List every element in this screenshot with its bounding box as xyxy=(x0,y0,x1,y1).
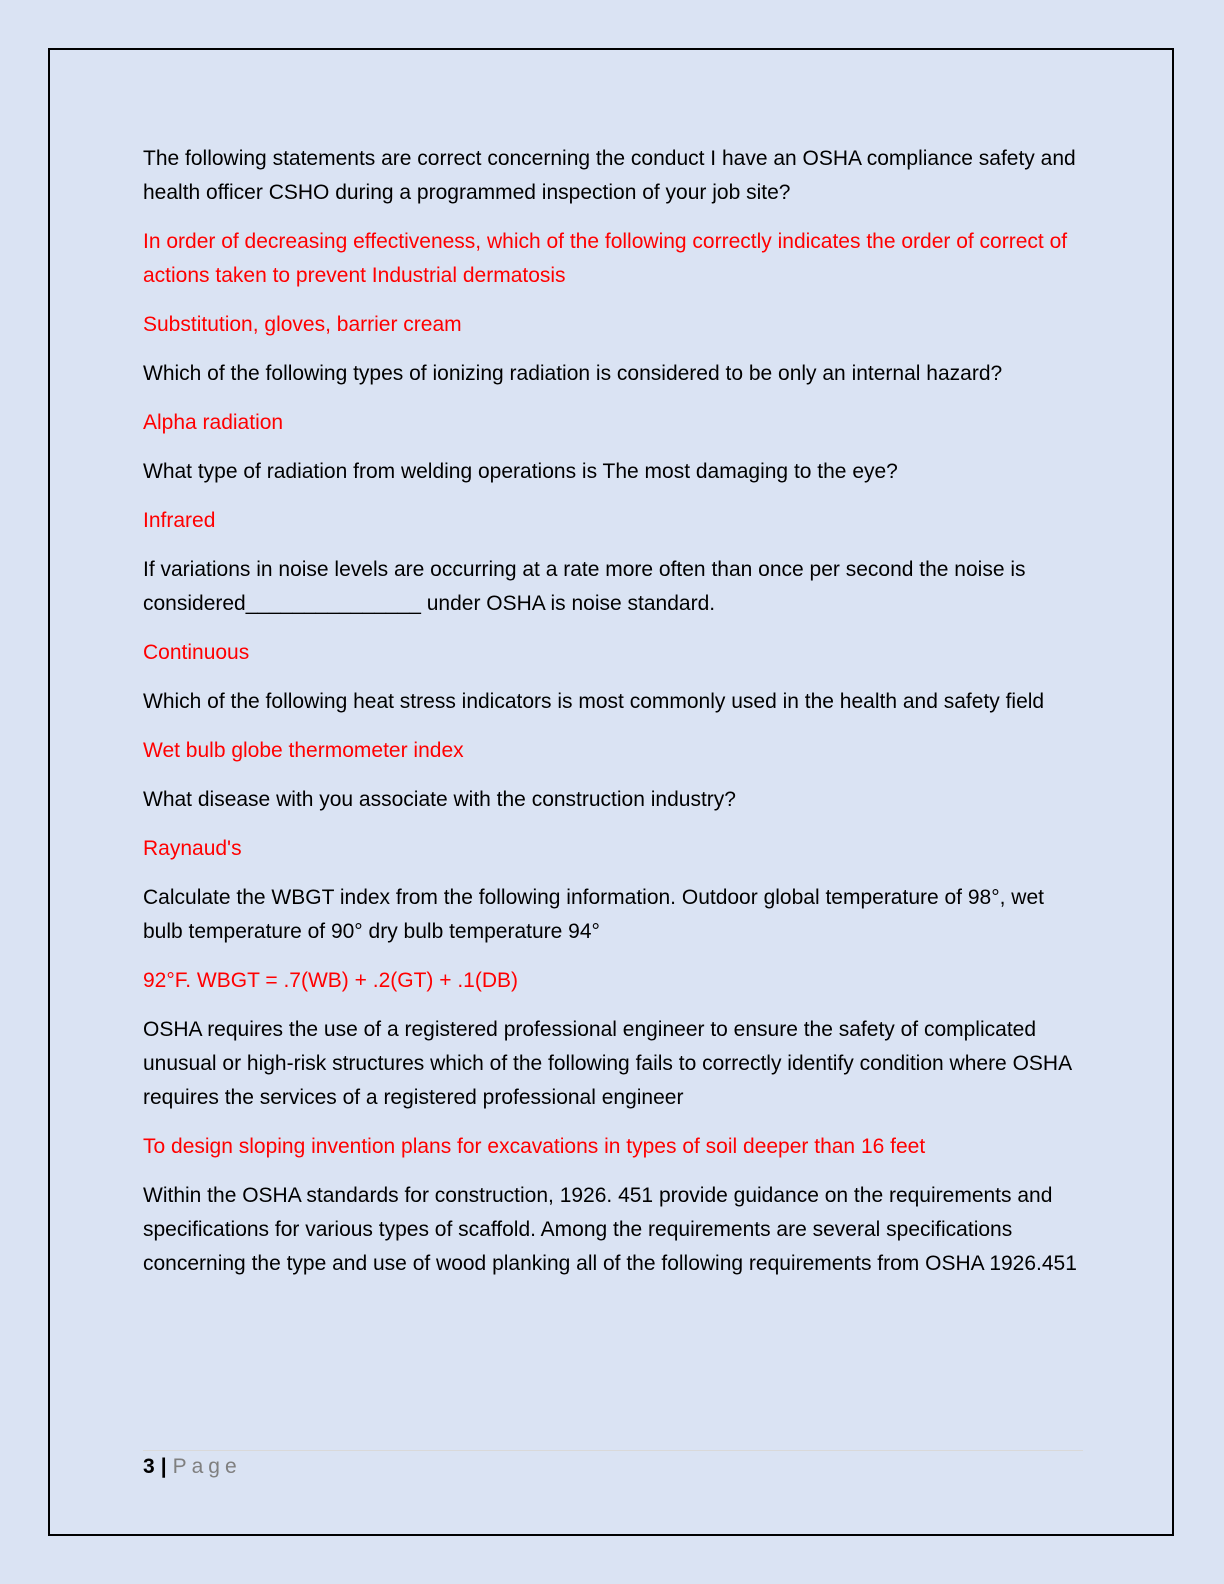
answer-paragraph: Raynaud's xyxy=(143,837,242,860)
answer-paragraph: Wet bulb globe thermometer index xyxy=(143,739,464,762)
answer-paragraph: 92°F. WBGT = .7(WB) + .2(GT) + .1(DB) xyxy=(143,969,518,992)
answer-paragraph: To design sloping invention plans for excavations in types of soil deeper than 16 feet xyxy=(143,1135,926,1158)
answer-paragraph: Infrared xyxy=(143,509,216,532)
answer-paragraph: In order of decreasing effectiveness, which of the following correctly indicates the order of correct of actions taken to prevent Industrial dermatosis xyxy=(143,230,1068,287)
page-label: Page xyxy=(172,1455,242,1478)
question-paragraph: If variations in noise levels are occurring at a rate more often than once per second the noise is considered_______________ under OSHA is noise standard. xyxy=(143,558,1026,615)
footer-divider xyxy=(143,1450,1083,1451)
question-paragraph: What type of radiation from welding operations is The most damaging to the eye? xyxy=(143,460,898,483)
answer-paragraph: Alpha radiation xyxy=(143,411,284,434)
answer-paragraph: Substitution, gloves, barrier cream xyxy=(143,313,462,336)
question-paragraph: Which of the following types of ionizing radiation is considered to be only an internal hazard? xyxy=(143,362,1003,385)
question-paragraph: Which of the following heat stress indicators is most commonly used in the health and safety field xyxy=(143,690,1045,713)
question-paragraph: What disease with you associate with the construction industry? xyxy=(143,788,736,811)
question-paragraph: The following statements are correct concerning the conduct I have an OSHA compliance safety and health officer CSHO during a programmed inspection of your job site? xyxy=(143,147,1076,204)
page-number: 3 xyxy=(143,1455,155,1478)
document-body xyxy=(143,142,1083,1296)
question-paragraph: Calculate the WBGT index from the following information. Outdoor global temperature of 98°, wet bulb temperature of 90° dry bulb temperature 94° xyxy=(143,886,1044,943)
question-paragraph: Within the OSHA standards for construction, 1926. 451 provide guidance on the requirements and specifications for various types of scaffold. Among the requirements are several specifications concerning the type and use of wood planking all of the following requirements from OSHA 1926.451 xyxy=(143,1184,1077,1275)
page-footer xyxy=(143,1452,242,1482)
footer-separator: | xyxy=(160,1455,167,1478)
question-paragraph: OSHA requires the use of a registered professional engineer to ensure the safety of complicated unusual or high-risk structures which of the following fails to correctly identify condition where OSHA requires the services of a registered professional engineer xyxy=(143,1018,1071,1109)
answer-paragraph: Continuous xyxy=(143,641,250,664)
